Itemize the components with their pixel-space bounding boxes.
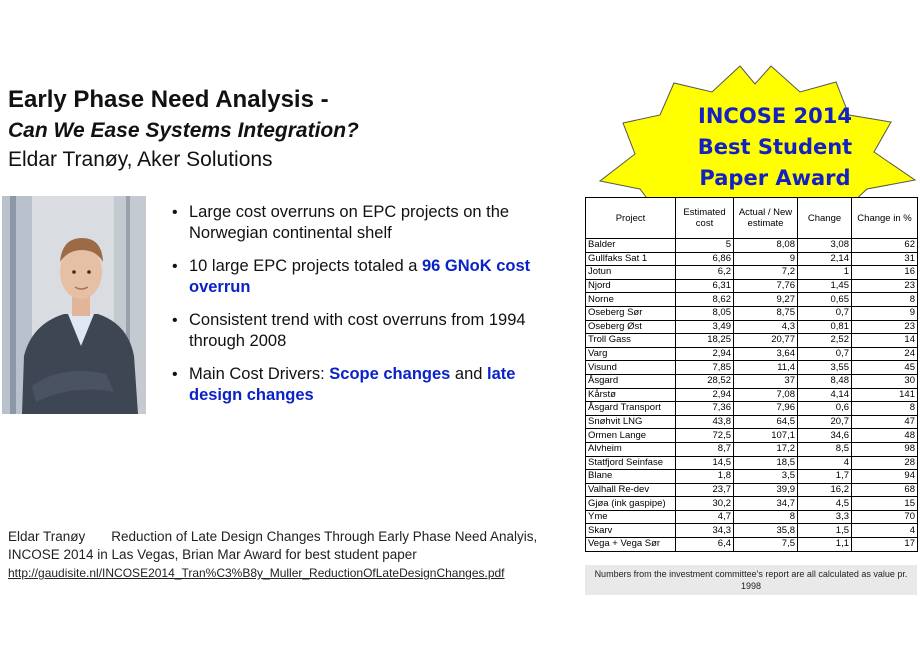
bullet-item: • Main Cost Drivers: Scope changes and late design changes bbox=[172, 365, 516, 404]
value-cell: 2,94 bbox=[676, 388, 734, 402]
table-row bbox=[586, 347, 918, 361]
value-cell: 8,7 bbox=[676, 442, 734, 456]
value-cell: 6,31 bbox=[676, 279, 734, 293]
value-cell: 17 bbox=[852, 538, 918, 552]
reference-footer bbox=[8, 528, 578, 582]
project-name-cell: Valhall Re-dev bbox=[586, 483, 676, 497]
reference-line bbox=[8, 528, 578, 546]
value-cell: 8,05 bbox=[676, 306, 734, 320]
value-cell: 15 bbox=[852, 497, 918, 511]
table-row bbox=[586, 497, 918, 511]
project-name-cell: Visund bbox=[586, 361, 676, 375]
value-cell: 11,4 bbox=[734, 361, 798, 375]
value-cell: 2,14 bbox=[798, 252, 852, 266]
table-row bbox=[586, 388, 918, 402]
project-name-cell: Alvheim bbox=[586, 442, 676, 456]
bullet-item: • Consistent trend with cost overruns from 1994 through 2008 bbox=[172, 311, 526, 350]
value-cell: 7,08 bbox=[734, 388, 798, 402]
value-cell: 14 bbox=[852, 334, 918, 348]
project-name-cell: Gullfaks Sat 1 bbox=[586, 252, 676, 266]
value-cell: 9 bbox=[852, 306, 918, 320]
value-cell: 16,2 bbox=[798, 483, 852, 497]
value-cell: 18,25 bbox=[676, 334, 734, 348]
project-name-cell: Yme bbox=[586, 510, 676, 524]
table-row bbox=[586, 456, 918, 470]
project-name-cell: Kårstø bbox=[586, 388, 676, 402]
value-cell: 9 bbox=[734, 252, 798, 266]
value-cell: 28 bbox=[852, 456, 918, 470]
highlight-text: Scope changes bbox=[329, 365, 451, 383]
value-cell: 70 bbox=[852, 510, 918, 524]
table-row bbox=[586, 415, 918, 429]
cost-overrun-table bbox=[585, 197, 918, 552]
table-header-row bbox=[586, 198, 918, 239]
value-cell: 34,3 bbox=[676, 524, 734, 538]
table-row bbox=[586, 306, 918, 320]
reference-link[interactable]: http://gaudisite.nl/INCOSE2014_Tran%C3%B8y_Muller_ReductionOfLateDesignChanges.pdf bbox=[8, 566, 505, 580]
value-cell: 0,81 bbox=[798, 320, 852, 334]
project-name-cell: Oseberg Øst bbox=[586, 320, 676, 334]
value-cell: 3,5 bbox=[734, 470, 798, 484]
value-cell: 141 bbox=[852, 388, 918, 402]
award-line: Paper Award bbox=[699, 166, 851, 190]
highlight-text: 96 GNoK cost overrun bbox=[189, 257, 531, 296]
table-row bbox=[586, 442, 918, 456]
value-cell: 3,64 bbox=[734, 347, 798, 361]
value-cell: 8 bbox=[852, 402, 918, 416]
award-label bbox=[660, 101, 890, 194]
table-row bbox=[586, 374, 918, 388]
value-cell: 1,8 bbox=[676, 470, 734, 484]
project-name-cell: Snøhvit LNG bbox=[586, 415, 676, 429]
table-row bbox=[586, 538, 918, 552]
table-row bbox=[586, 320, 918, 334]
project-name-cell: Norne bbox=[586, 293, 676, 307]
project-name-cell: Jotun bbox=[586, 266, 676, 280]
reference-venue: INCOSE 2014 in Las Vegas, Brian Mar Award for best student paper bbox=[8, 547, 417, 562]
project-name-cell: Njord bbox=[586, 279, 676, 293]
bullet-dot-icon: • bbox=[172, 366, 178, 383]
value-cell: 16 bbox=[852, 266, 918, 280]
value-cell: 39,9 bbox=[734, 483, 798, 497]
value-cell: 48 bbox=[852, 429, 918, 443]
value-cell: 8,08 bbox=[734, 239, 798, 253]
value-cell: 2,94 bbox=[676, 347, 734, 361]
value-cell: 3,49 bbox=[676, 320, 734, 334]
bullet-item: • 10 large EPC projects totaled a 96 GNoK cost overrun bbox=[172, 257, 531, 296]
value-cell: 30 bbox=[852, 374, 918, 388]
table-body bbox=[586, 239, 918, 552]
slide-subtitle: Can We Ease Systems Integration? bbox=[8, 119, 359, 142]
value-cell: 0,6 bbox=[798, 402, 852, 416]
author-photo bbox=[2, 196, 146, 414]
project-name-cell: Balder bbox=[586, 239, 676, 253]
column-header: Estimated cost bbox=[676, 198, 734, 239]
value-cell: 98 bbox=[852, 442, 918, 456]
value-cell: 34,6 bbox=[798, 429, 852, 443]
value-cell: 35,8 bbox=[734, 524, 798, 538]
value-cell: 4 bbox=[852, 524, 918, 538]
table-row bbox=[586, 279, 918, 293]
value-cell: 28,52 bbox=[676, 374, 734, 388]
table-row bbox=[586, 510, 918, 524]
value-cell: 4,5 bbox=[798, 497, 852, 511]
value-cell: 24 bbox=[852, 347, 918, 361]
table-row bbox=[586, 239, 918, 253]
project-name-cell: Vega + Vega Sør bbox=[586, 538, 676, 552]
value-cell: 64,5 bbox=[734, 415, 798, 429]
value-cell: 72,5 bbox=[676, 429, 734, 443]
project-name-cell: Åsgard Transport bbox=[586, 402, 676, 416]
value-cell: 94 bbox=[852, 470, 918, 484]
value-cell: 6,2 bbox=[676, 266, 734, 280]
table-footnote: Numbers from the investment committee's report are all calculated as value pr. 1998 bbox=[585, 565, 917, 595]
value-cell: 1,1 bbox=[798, 538, 852, 552]
column-header: Change bbox=[798, 198, 852, 239]
value-cell: 47 bbox=[852, 415, 918, 429]
value-cell: 14,5 bbox=[676, 456, 734, 470]
bullet-dot-icon: • bbox=[172, 204, 178, 221]
value-cell: 3,08 bbox=[798, 239, 852, 253]
author-line: Eldar Tranøy, Aker Solutions bbox=[8, 148, 273, 171]
value-cell: 6,4 bbox=[676, 538, 734, 552]
value-cell: 7,2 bbox=[734, 266, 798, 280]
value-cell: 8,5 bbox=[798, 442, 852, 456]
value-cell: 0,7 bbox=[798, 347, 852, 361]
value-cell: 45 bbox=[852, 361, 918, 375]
table-row bbox=[586, 266, 918, 280]
highlight-text: late design changes bbox=[189, 365, 516, 404]
value-cell: 62 bbox=[852, 239, 918, 253]
value-cell: 4,14 bbox=[798, 388, 852, 402]
table-row bbox=[586, 429, 918, 443]
value-cell: 17,2 bbox=[734, 442, 798, 456]
value-cell: 7,5 bbox=[734, 538, 798, 552]
value-cell: 4,7 bbox=[676, 510, 734, 524]
project-name-cell: Ormen Lange bbox=[586, 429, 676, 443]
value-cell: 23,7 bbox=[676, 483, 734, 497]
value-cell: 3,3 bbox=[798, 510, 852, 524]
column-header: Actual / New estimate bbox=[734, 198, 798, 239]
project-name-cell: Åsgard bbox=[586, 374, 676, 388]
value-cell: 37 bbox=[734, 374, 798, 388]
bullet-item: • Large cost overruns on EPC projects on the Norwegian continental shelf bbox=[172, 203, 510, 242]
value-cell: 1 bbox=[798, 266, 852, 280]
value-cell: 8,75 bbox=[734, 306, 798, 320]
value-cell: 23 bbox=[852, 279, 918, 293]
value-cell: 68 bbox=[852, 483, 918, 497]
value-cell: 30,2 bbox=[676, 497, 734, 511]
value-cell: 18,5 bbox=[734, 456, 798, 470]
value-cell: 4 bbox=[798, 456, 852, 470]
project-name-cell: Skarv bbox=[586, 524, 676, 538]
value-cell: 8,62 bbox=[676, 293, 734, 307]
value-cell: 3,55 bbox=[798, 361, 852, 375]
slide-title: Early Phase Need Analysis - bbox=[8, 86, 329, 113]
value-cell: 43,8 bbox=[676, 415, 734, 429]
value-cell: 1,5 bbox=[798, 524, 852, 538]
value-cell: 1,7 bbox=[798, 470, 852, 484]
value-cell: 23 bbox=[852, 320, 918, 334]
value-cell: 2,52 bbox=[798, 334, 852, 348]
value-cell: 31 bbox=[852, 252, 918, 266]
reference-title: Reduction of Late Design Changes Through Early Phase Need Analyis, bbox=[111, 529, 538, 544]
value-cell: 0,7 bbox=[798, 306, 852, 320]
project-name-cell: Gjøa (ink gaspipe) bbox=[586, 497, 676, 511]
project-name-cell: Troll Gass bbox=[586, 334, 676, 348]
value-cell: 7,85 bbox=[676, 361, 734, 375]
table-row bbox=[586, 524, 918, 538]
award-line: Best Student bbox=[697, 135, 853, 159]
value-cell: 8 bbox=[734, 510, 798, 524]
value-cell: 7,96 bbox=[734, 402, 798, 416]
project-name-cell: Oseberg Sør bbox=[586, 306, 676, 320]
value-cell: 0,65 bbox=[798, 293, 852, 307]
value-cell: 4,3 bbox=[734, 320, 798, 334]
award-line: INCOSE 2014 bbox=[698, 104, 852, 128]
value-cell: 7,36 bbox=[676, 402, 734, 416]
table-row bbox=[586, 470, 918, 484]
value-cell: 7,76 bbox=[734, 279, 798, 293]
project-name-cell: Varg bbox=[586, 347, 676, 361]
value-cell: 20,7 bbox=[798, 415, 852, 429]
table-row bbox=[586, 361, 918, 375]
table-row bbox=[586, 483, 918, 497]
value-cell: 1,45 bbox=[798, 279, 852, 293]
bullet-list bbox=[170, 202, 560, 418]
table-row bbox=[586, 402, 918, 416]
value-cell: 8,48 bbox=[798, 374, 852, 388]
project-name-cell: Blane bbox=[586, 470, 676, 484]
value-cell: 8 bbox=[852, 293, 918, 307]
value-cell: 6,86 bbox=[676, 252, 734, 266]
author-photo-image bbox=[2, 196, 146, 414]
bullet-dot-icon: • bbox=[172, 312, 178, 329]
table-row bbox=[586, 334, 918, 348]
column-header: Change in % bbox=[852, 198, 918, 239]
table-row bbox=[586, 252, 918, 266]
project-name-cell: Statfjord Seinfase bbox=[586, 456, 676, 470]
reference-author: Eldar Tranøy bbox=[8, 529, 86, 544]
value-cell: 20,77 bbox=[734, 334, 798, 348]
column-header: Project bbox=[586, 198, 676, 239]
bullet-dot-icon: • bbox=[172, 258, 178, 275]
table-row bbox=[586, 293, 918, 307]
value-cell: 107,1 bbox=[734, 429, 798, 443]
value-cell: 9,27 bbox=[734, 293, 798, 307]
value-cell: 5 bbox=[676, 239, 734, 253]
value-cell: 34,7 bbox=[734, 497, 798, 511]
